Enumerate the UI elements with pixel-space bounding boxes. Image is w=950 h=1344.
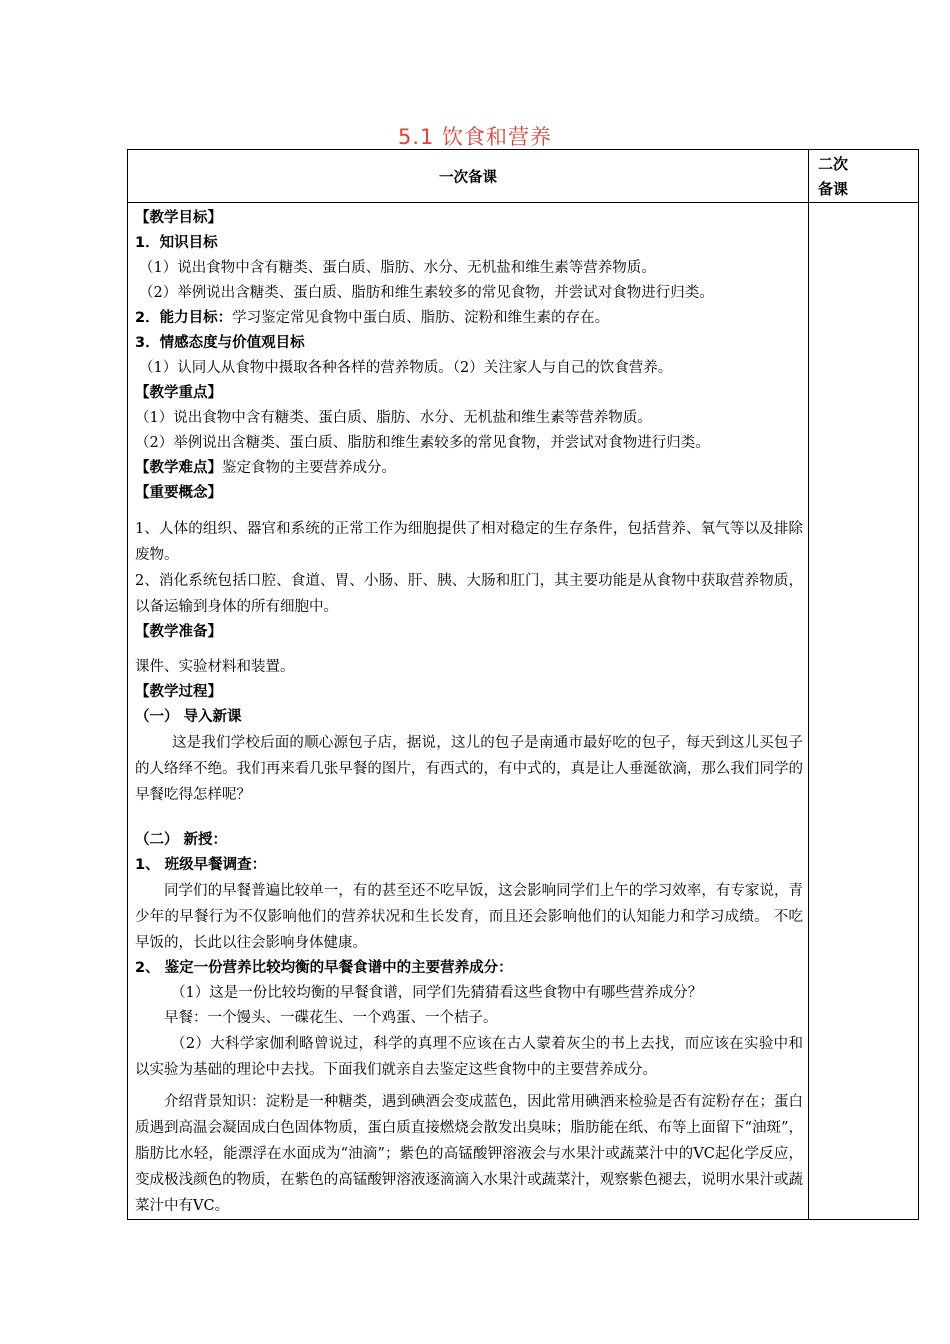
concept-1: 1、人体的组织、器官和系统的正常工作为细胞提供了相对稳定的生存条件，包括营养、氧气等以及排除废物。	[135, 521, 803, 563]
intro-text: 这是我们学校后面的顺心源包子店，据说，这儿的包子是南通市最好吃的包子，每天到这儿买包子的人络绎不绝。我们再来看几张早餐的图片，有西式的，有中式的，真是让人垂涎欲滴，那么我们同学的早餐吃得怎样呢？	[135, 735, 803, 803]
knowledge-heading: 1．知识目标	[135, 235, 218, 251]
key-points-heading: 【教学重点】	[135, 385, 222, 401]
header-divider	[128, 202, 808, 203]
header-second-prep-line2: 备课	[818, 180, 849, 198]
survey-text: 同学们的早餐普遍比较单一，有的甚至还不吃早饭，这会影响同学们上午的学习效率，有专家说，青少年的早餐行为不仅影响他们的营养状况和生长发育，而且还会影响他们的认知能力和学习成绩。 不吃早饭的，长此以往会影响身体健康。	[135, 883, 803, 951]
ability-line	[135, 306, 803, 331]
knowledge-item-2: （2）举例说出含糖类、蛋白质、脂肪和维生素较多的常见食物，并尝试对食物进行归类。	[139, 285, 714, 301]
lesson-table	[127, 149, 919, 1220]
attitude-heading: 3．情感态度与价值观目标	[135, 335, 305, 351]
concepts-heading: 【重要概念】	[135, 485, 222, 501]
identify-item-2: （2）大科学家伽利略曾说过，科学的真理不应该在古人蒙着灰尘的书上去找，而应该在实验中和以实验为基础的理论中去找。下面我们就亲自去鉴定这些食物中的主要营养成分。	[135, 1036, 803, 1078]
prep-heading: 【教学准备】	[135, 624, 222, 640]
ability-text: 学习鉴定常见食物中蛋白质、脂肪、淀粉和维生素的存在。	[232, 310, 610, 326]
page-title: 5.1 饮食和营养	[397, 125, 553, 149]
difficulty-label: 【教学难点】	[135, 460, 222, 476]
key-point-2: （2）举例说出含糖类、蛋白质、脂肪和维生素较多的常见食物，并尝试对食物进行归类。	[135, 435, 710, 451]
difficulty-line	[135, 456, 803, 481]
goals-heading: 【教学目标】	[135, 210, 222, 226]
new-lesson-heading: （二） 新授：	[135, 832, 228, 848]
prep-text: 课件、实验材料和装置。	[135, 659, 295, 675]
intro-heading: （一） 导入新课	[135, 709, 242, 725]
background-knowledge: 介绍背景知识：淀粉是一种糖类，遇到碘酒会变成蓝色，因此常用碘酒来检验是否有淀粉存在；蛋白质遇到高温会凝固成白色固体物质，蛋白质直接燃烧会散发出臭味；脂肪能在纸、布等上面留下“油斑”，脂肪比水轻，能漂浮在水面成为“油滴”；紫色的高锰酸钾溶液会与水果汁或蔬菜汁中的VC起化学反应，变成极浅颜色的物质，在紫色的高锰酸钾溶液逐滴滴入水果汁或蔬菜汁，观察紫色褪去，说明水果汁或蔬菜汁中有VC。	[135, 1094, 803, 1214]
header-first-prep: 一次备课	[439, 169, 497, 186]
key-point-1: （1）说出食物中含有糖类、蛋白质、脂肪、水分、无机盐和维生素等营养物质。	[135, 410, 652, 426]
lesson-content	[135, 206, 803, 1219]
column-divider	[808, 150, 809, 1219]
difficulty-text: 鉴定食物的主要营养成分。	[222, 460, 396, 476]
ability-label: 2．能力目标：	[135, 310, 233, 326]
breakfast-menu: 早餐：一个馒头、一碟花生、一个鸡蛋、一个桔子。	[164, 1010, 498, 1026]
process-heading: 【教学过程】	[135, 684, 222, 700]
identify-item-1: （1）这是一份比较均衡的早餐食谱，同学们先猜猜看这些食物中有哪些营养成分？	[171, 985, 703, 1001]
header-second-prep-line1: 二次	[818, 155, 849, 173]
header-second-prep	[818, 152, 914, 202]
knowledge-item-1: （1）说出食物中含有糖类、蛋白质、脂肪、水分、无机盐和维生素等营养物质。	[139, 260, 656, 276]
identify-heading: 2、 鉴定一份营养比较均衡的早餐食谱中的主要营养成分：	[135, 960, 513, 976]
attitude-text: （1）认同人从食物中摄取各种各样的营养物质。（2）关注家人与自己的饮食营养。	[139, 360, 673, 376]
header-divider-right	[808, 202, 918, 203]
survey-heading: 1、 班级早餐调查：	[135, 857, 267, 873]
concept-2: 2、消化系统包括口腔、食道、胃、小肠、肝、胰、大肠和肛门，其主要功能是从食物中获取营养物质，以备运输到身体的所有细胞中。	[135, 573, 803, 615]
